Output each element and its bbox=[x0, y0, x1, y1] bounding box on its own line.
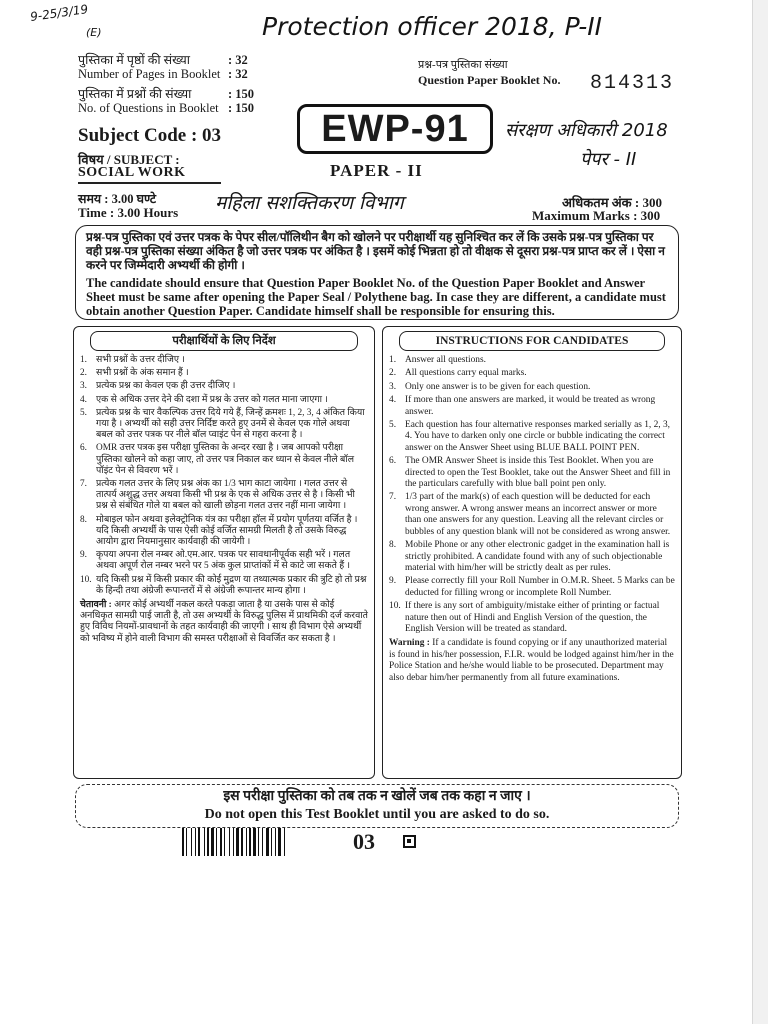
barcode-bar bbox=[284, 828, 285, 856]
english-instruction-item-text: 1/3 part of the mark(s) of each question will be deducted for each wrong answer. A wrong answer means an incorrect answer or more than one answers for any question. Leaving all the relevant circles or bubbles of any question blank will not be considered as wrong answer. bbox=[405, 492, 671, 537]
barcode-bar bbox=[258, 828, 259, 856]
english-instruction-item bbox=[389, 601, 675, 635]
english-instruction-item-text: The OMR Answer Sheet is inside this Test Booklet. When you are directed to open the Test Booklet, take out the Answer Sheet and fill in the particulars carefully with blue ball point pen only. bbox=[405, 456, 671, 490]
pages-value: : 32 bbox=[228, 67, 248, 81]
hindi-instruction-item-text: यदि किसी प्रश्न में किसी प्रकार की कोई मुद्रण या तथ्यात्मक प्रकार की त्रुटि हो तो प्रश्न के हिन्दी तथा अंग्रेजी रूपान्तरों में से अंग्रेजी रूपान्तर मान्य होगा । bbox=[96, 574, 367, 596]
english-instructions-heading: INSTRUCTIONS FOR CANDIDATES bbox=[399, 331, 665, 351]
barcode-bar bbox=[220, 828, 222, 856]
hindi-warning-text: अगर कोई अभ्यर्थी नकल करते पकड़ा जाता है या उसके पास से कोई अनधिकृत सामग्री पाई जाती है, तो उस अभ्यर्थी के विरुद्ध पुलिस में प्राथमिकी दर्ज करवाते हुए विविध नियमों-प्रावधानों के तहत कार्यवाही की जाएगी । साथ ही विभाग ऐसे अभ्यर्थी को भविष्य में होने वाली विभाग की समस्त परीक्षाओं से विवर्जित कर सकता है । bbox=[80, 600, 368, 644]
booklet-no-label-hindi: प्रश्न-पत्र पुस्तिका संख्या bbox=[418, 59, 508, 71]
english-instruction-item-number: 3. bbox=[389, 381, 397, 392]
paper-number: PAPER - II bbox=[330, 161, 423, 180]
hindi-instruction-item-number: 2. bbox=[80, 368, 87, 379]
hindi-instruction-item bbox=[80, 355, 368, 366]
barcode-bar bbox=[241, 828, 243, 856]
english-instruction-item-text: Each question has four alternative responses marked serially as 1, 2, 3, 4. You have to darken only one circle or bubble indicating the correct answer on the Answer Sheet using BLUE BALL POINT PEN. bbox=[405, 420, 671, 453]
english-instruction-item bbox=[389, 456, 675, 490]
booklet-no-label: Question Paper Booklet No. bbox=[418, 73, 561, 87]
english-instruction-item-number: 5. bbox=[389, 420, 397, 431]
subject-underline bbox=[78, 182, 221, 184]
hindi-instruction-item-number: 1. bbox=[80, 355, 87, 365]
time-english: Time : 3.00 Hours bbox=[78, 205, 179, 220]
barcode-bar bbox=[216, 828, 217, 856]
hindi-instruction-item bbox=[80, 408, 368, 442]
booklet-series-number: 03 bbox=[353, 829, 375, 854]
english-instruction-item bbox=[389, 395, 675, 418]
booklet-check-notice bbox=[75, 225, 679, 320]
english-instruction-item-text: Answer all questions. bbox=[405, 355, 486, 365]
hindi-instruction-item bbox=[80, 381, 368, 392]
english-instruction-item-number: 1. bbox=[389, 355, 397, 365]
barcode-bar bbox=[266, 828, 269, 856]
paper-code-box: EWP-91 bbox=[297, 104, 493, 154]
handwritten-post-name: संरक्षण अधिकारी 2018 bbox=[505, 120, 668, 141]
english-instruction-item-text: Please correctly fill your Roll Number in O.M.R. Sheet. 5 Marks can be deducted for filling wrong or incomplete Roll Number. bbox=[405, 576, 675, 598]
max-marks-hindi: अधिकतम अंक : 300 bbox=[562, 195, 662, 210]
english-instruction-item-text: All questions carry equal marks. bbox=[405, 368, 527, 379]
hindi-instruction-item-number: 4. bbox=[80, 394, 87, 405]
barcode-bar bbox=[195, 828, 196, 856]
hindi-instruction-item-number: 6. bbox=[80, 443, 87, 454]
barcode-bar bbox=[191, 828, 192, 856]
do-not-open-english: Do not open this Test Booklet until you are asked to do so. bbox=[204, 807, 550, 822]
hindi-instruction-item-text: सभी प्रश्नों के अंक समान हैं । bbox=[96, 368, 189, 379]
hindi-instruction-item-number: 9. bbox=[80, 550, 87, 561]
english-instruction-item-number: 2. bbox=[389, 368, 397, 379]
hindi-instruction-item-number: 7. bbox=[80, 479, 87, 490]
english-instruction-item-number: 7. bbox=[389, 492, 397, 503]
hindi-instruction-item bbox=[80, 479, 368, 513]
english-instruction-item-number: 6. bbox=[389, 456, 397, 467]
english-instruction-item bbox=[389, 540, 675, 574]
barcode-bar bbox=[249, 828, 251, 856]
english-instruction-item-text: Mobile Phone or any other electronic gadget in the examination hall is strictly prohibited. A candidate found with any of such objectionable material with him/her will be strictly dealt as per rules. bbox=[405, 540, 670, 573]
barcode-bar bbox=[262, 828, 263, 856]
hindi-instruction-item bbox=[80, 368, 368, 379]
english-instruction-item bbox=[389, 420, 675, 454]
barcode-bar bbox=[224, 828, 225, 856]
barcode-bar bbox=[211, 828, 214, 856]
hindi-instruction-item-text: प्रत्येक प्रश्न के चार वैकल्पिक उत्तर दिये गये हैं, जिन्हें क्रमशः 1, 2, 3, 4 अंकित किया गया है । अभ्यर्थी को सही उत्तर निर्दिष्ट करते हुए उनमें से केवल एक गोले अथवा बबल को उत्तर पत्रक पर नीले बॉल प्वाइंट पेन से गहरा करना है । bbox=[96, 407, 365, 441]
english-instruction-item bbox=[389, 382, 675, 393]
english-warning-label: Warning : bbox=[389, 638, 430, 649]
hindi-instruction-item-text: मोबाइल फोन अथवा इलेक्ट्रोनिक यंत्र का परीक्षा हॉल में प्रयोग पूर्णतया वर्जित है । यदि किसी अभ्यर्थी के पास ऐसी कोई वर्जित सामग्री मिलती है तो उसके विरुद्ध आयोग द्वारा नियमानुसार कार्यवाही की जायेगी । bbox=[96, 514, 358, 548]
hindi-instruction-item-number: 5. bbox=[80, 407, 87, 418]
barcode-bar bbox=[253, 828, 256, 856]
hindi-instruction-item bbox=[80, 395, 368, 406]
pages-value-hindi-line: : 32 bbox=[228, 53, 248, 67]
hindi-warning-label: चेतावनी : bbox=[80, 600, 112, 611]
hindi-instruction-item-text: OMR उत्तर पत्रक इस परीक्षा पुस्तिका के अन्दर रखा है । जब आपको परीक्षा पुस्तिका खोलने को कहा जाए, तो उत्तर पत्र निकाल कर ध्यान से केवल नीले बॉल पॉइंट पेन से विवरण भरें । bbox=[96, 443, 355, 476]
do-not-open-hindi: इस परीक्षा पुस्तिका को तब तक न खोलें जब तक कहा न जाए । bbox=[223, 789, 531, 804]
english-instruction-item bbox=[389, 368, 675, 379]
english-instruction-item bbox=[389, 576, 675, 599]
questions-value: : 150 bbox=[228, 101, 255, 115]
do-not-open-notice bbox=[75, 784, 679, 828]
barcode-bar bbox=[186, 828, 187, 856]
hindi-instruction-item bbox=[80, 443, 368, 477]
hindi-warning bbox=[80, 600, 368, 645]
barcode-bar bbox=[271, 828, 272, 856]
handwritten-title: Protection officer 2018, P-II bbox=[262, 12, 603, 41]
barcode-bar bbox=[233, 828, 234, 856]
hindi-instruction-item-text: सभी प्रश्नों के उत्तर दीजिए । bbox=[96, 355, 185, 365]
pages-count-row bbox=[78, 53, 288, 81]
barcode-bar bbox=[236, 828, 239, 856]
barcode-bar bbox=[229, 828, 230, 856]
handwritten-paper-note: पेपर - II bbox=[580, 149, 637, 170]
english-instructions-panel bbox=[382, 326, 682, 779]
max-marks-english: Maximum Marks : 300 bbox=[532, 208, 661, 223]
barcode-bar bbox=[246, 828, 247, 856]
barcode-bar bbox=[207, 828, 209, 856]
booklet-number: 814313 bbox=[590, 72, 675, 95]
hindi-instruction-item-text: प्रत्येक गलत उत्तर के लिए प्रश्न अंक का 1/3 भाग काटा जायेगा । गलत उत्तर से तात्पर्य अशुद्ध उत्तर अथवा किसी भी प्रश्न के एक से अधिक उत्तर से है । किसी भी प्रश्न से संबंधित गोले या बबल को खाली छोड़ना गलत उत्तर नहीं माना जायेगा । bbox=[96, 479, 355, 512]
subject-label: विषय / SUBJECT : bbox=[78, 152, 180, 167]
hindi-instruction-item bbox=[80, 575, 368, 597]
handwritten-department: महिला सशक्तिकरण विभाग bbox=[215, 192, 404, 214]
hindi-instructions-panel bbox=[73, 326, 375, 779]
english-warning-text: If a candidate is found copying or if any unauthorized material is found in his/her possession, F.I.R. would be lodged against him/her in the Police Station and he/she would liable to be prosecuted. Department may also debar him/her permanently from all future examinations. bbox=[389, 638, 674, 683]
hindi-instruction-item-number: 3. bbox=[80, 381, 87, 392]
questions-count-row bbox=[78, 87, 288, 115]
barcode-bar bbox=[275, 828, 276, 856]
english-instruction-item bbox=[389, 355, 675, 366]
barcode-bar bbox=[182, 828, 184, 856]
english-instruction-item-number: 10. bbox=[389, 601, 401, 612]
scan-edge bbox=[752, 0, 768, 1024]
notice-english: The candidate should ensure that Question Paper Booklet No. of the Question Paper Booklet and Answer Sheet must be same after opening the Paper Seal / Polythene bag. In case they are different, a candidate must obtain another Question Paper. Candidate himself shall be responsible for ensuring this. bbox=[86, 276, 666, 318]
english-warning bbox=[389, 638, 675, 684]
questions-value-hindi-line: : 150 bbox=[228, 87, 255, 101]
pages-label-english: Number of Pages in Booklet bbox=[78, 67, 221, 81]
hindi-instructions-list bbox=[80, 355, 368, 597]
english-instruction-item-text: If there is any sort of ambiguity/mistake either of printing or factual nature then out of Hindi and English Version of the question, the English Version will be treated as standard. bbox=[405, 601, 660, 634]
booklet-barcode bbox=[182, 828, 332, 856]
hindi-instruction-item bbox=[80, 515, 368, 549]
hindi-instructions-heading: परीक्षार्थियों के लिए निर्देश bbox=[90, 331, 358, 351]
english-instruction-item-number: 8. bbox=[389, 540, 397, 551]
hindi-instruction-item-text: प्रत्येक प्रश्न का केवल एक ही उत्तर दीजिए । bbox=[96, 381, 236, 392]
english-instruction-item-number: 9. bbox=[389, 576, 397, 587]
english-instruction-item-text: Only one answer is to be given for each question. bbox=[405, 381, 591, 392]
series-square-mark bbox=[403, 835, 416, 848]
english-instruction-item-text: If more than one answers are marked, it would be treated as wrong answer. bbox=[405, 395, 656, 417]
hindi-instruction-item-number: 8. bbox=[80, 514, 87, 525]
questions-label-english: No. of Questions in Booklet bbox=[78, 101, 219, 115]
subject-code: Subject Code : 03 bbox=[78, 125, 222, 146]
hindi-instruction-item bbox=[80, 550, 368, 572]
barcode-bar bbox=[278, 828, 281, 856]
barcode-bar bbox=[204, 828, 205, 856]
hindi-instruction-item-number: 10. bbox=[80, 574, 92, 585]
english-instruction-item-number: 4. bbox=[389, 395, 397, 406]
handwritten-date-note: 9-25/3/19 bbox=[29, 2, 89, 24]
english-instruction-item bbox=[389, 492, 675, 538]
handwritten-letter-note: (E) bbox=[86, 26, 102, 39]
time-hindi: समय : 3.00 घण्टे bbox=[78, 192, 157, 206]
barcode-bar bbox=[198, 828, 200, 856]
subject-value: SOCIAL WORK bbox=[78, 165, 186, 180]
hindi-instruction-item-text: एक से अधिक उत्तर देने की दशा में प्रश्न के उत्तर को गलत माना जाएगा । bbox=[96, 394, 328, 405]
questions-label-hindi: पुस्तिका में प्रश्नों की संख्या bbox=[78, 87, 192, 101]
english-instructions-list bbox=[389, 355, 675, 635]
pages-label-hindi: पुस्तिका में पृष्ठों की संख्या bbox=[78, 53, 190, 67]
hindi-instruction-item-text: कृपया अपना रोल नम्बर ओ.एम.आर. पत्रक पर सावधानीपूर्वक सही भरें । गलत अथवा अपूर्ण रोल नम्बर भरने पर 5 अंक कुल प्राप्तांकों में से काटे जा सकते हैं । bbox=[96, 550, 351, 572]
notice-hindi: प्रश्न-पत्र पुस्तिका एवं उत्तर पत्रक के पेपर सील/पॉलिथीन बैग को खोलने पर परीक्षार्थी यह सुनिश्चित कर लें कि उसके प्रश्न-पत्र पुस्तिका पर वही प्रश्न-पत्र पुस्तिका संख्या अंकित है जो उत्तर पत्रक पर अंकित है । इसमें कोई भिन्नता हो तो वीक्षक से दूसरा प्रश्न-पत्र प्राप्त कर लें । ऐसा न करने पर जिम्मेदारी अभ्यर्थी की होगी । bbox=[86, 230, 665, 272]
